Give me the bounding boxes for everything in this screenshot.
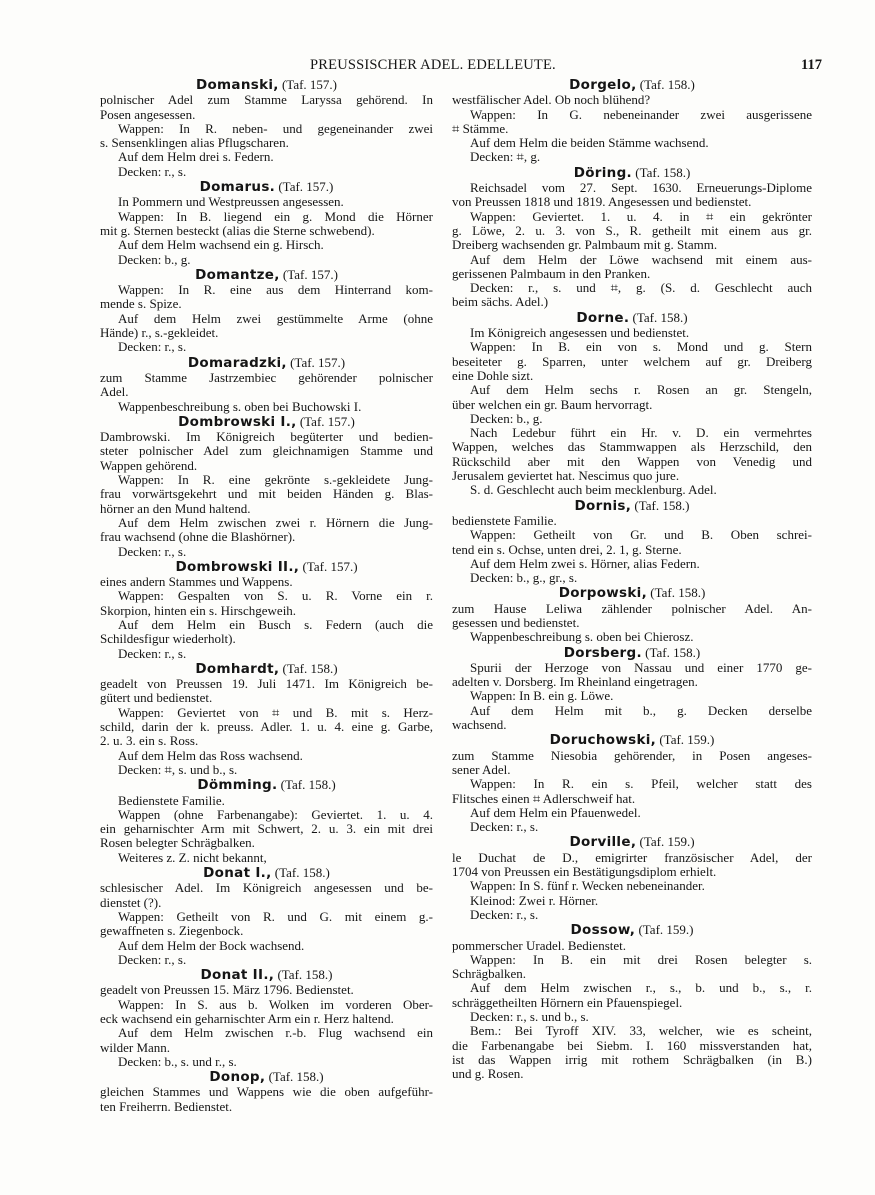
- text-line: gewaffneten s. Ziegenbock.: [100, 923, 244, 939]
- text-line: Decken: r., s.: [118, 645, 187, 661]
- text-line: beim sächs. Adel.): [452, 294, 549, 310]
- text-line: S. d. Geschlecht auch beim mecklenburg. Adel.: [470, 482, 717, 498]
- entry-name: Domantze,: [195, 266, 280, 283]
- text-line: adelten v. Dorsberg. Im Rheinland eingetragen.: [452, 674, 698, 690]
- text-line: Wappen: In B. ein g. Löwe.: [470, 688, 614, 704]
- entry-heading: [452, 78, 812, 92]
- text-line: Auf dem Helm zwei gestümmelte Arme (ohne: [118, 310, 433, 326]
- entry-doering: [452, 166, 812, 310]
- entry-heading: [100, 778, 433, 792]
- text-line: Schrägbalken.: [452, 966, 527, 982]
- entry-heading: [100, 1070, 433, 1084]
- text-line: zum Hause Leliwa zählender polnischer Adel. An-: [452, 600, 812, 616]
- entry-domarus: [100, 180, 433, 267]
- text-line: Kleinod: Zwei r. Hörner.: [470, 892, 599, 908]
- text-line: Decken: r., s.: [470, 819, 539, 835]
- text-line: Jerusalem geviertet hat. Nescimus quo jure.: [452, 468, 680, 484]
- text-line: Dreiberg wachsenden gr. Palmbaum mit g. Stamm.: [452, 237, 718, 253]
- text-line: Wappen: In S. fünf r. Wecken nebeneinander.: [470, 878, 705, 894]
- entry-dornis: [452, 499, 812, 586]
- entry-domantze: [100, 268, 433, 355]
- plate-reference: (Taf. 158.): [271, 865, 330, 881]
- text-line: s. Sensenklingen alias Pflugscharen.: [100, 135, 289, 151]
- plate-reference: (Taf. 158.): [629, 309, 688, 325]
- text-line: Auf dem Helm der Löwe wachsend mit einem aus-: [470, 251, 812, 267]
- entry-dombrowski-1: [100, 415, 433, 559]
- text-line: Decken: r., s.: [470, 906, 539, 922]
- text-line: Wappen: In B. liegend ein g. Mond die Hörner: [118, 208, 433, 224]
- entry-heading: [100, 866, 433, 880]
- text-line: Bedienstete Familie.: [118, 792, 225, 808]
- entry-heading: [100, 415, 433, 429]
- entry-name: Domaradzki,: [187, 354, 287, 371]
- text-line: Wappen: Getheilt von R. und G. mit einem g.-: [118, 908, 433, 924]
- plate-reference: (Taf. 158.): [631, 164, 691, 180]
- text-line: Wappen: In B. ein mit drei Rosen belegter s.: [470, 951, 812, 967]
- plate-reference: (Taf. 159.): [656, 732, 715, 748]
- entry-dorpowski: [452, 586, 812, 644]
- entry-name: Dossow,: [570, 922, 636, 939]
- entry-name: Dorgelo,: [569, 77, 637, 93]
- text-line: Decken: r., s. und b., s.: [470, 1009, 589, 1024]
- entry-doruchowski: [452, 733, 812, 834]
- plate-reference: (Taf. 157.): [296, 413, 355, 429]
- text-line: le Duchat de D., emigrirter französischer Adel, der: [452, 849, 812, 865]
- left-column: [100, 78, 433, 1115]
- text-line: gütert und bedienstet.: [100, 690, 213, 706]
- text-line: Rosen belegter Schrägbalken.: [100, 835, 255, 851]
- text-line: Bem.: Bei Tyroff XIV. 33, welcher, wie es scheint,: [470, 1023, 812, 1039]
- entry-name: Dorsberg.: [563, 644, 642, 661]
- entry-heading: [452, 646, 812, 660]
- text-line: ten Freiherrn. Bedienstet.: [100, 1098, 233, 1114]
- text-line: zum Stamme Jastrzembiec gehörender polnischer: [100, 369, 433, 385]
- text-line: Wappenbeschreibung s. oben bei Chierosz.: [470, 629, 694, 645]
- entry-name: Dorne.: [576, 309, 630, 326]
- text-line: Wappen: In B. ein von s. Mond und g. Stern: [470, 339, 812, 355]
- text-line: hörner an den Mund haltend.: [100, 500, 251, 516]
- text-line: Wappen: In R. ein s. Pfeil, welcher statt des: [470, 776, 812, 792]
- text-line: eines andern Stammes und Wappens.: [100, 574, 293, 590]
- running-head-title: PREUSSISCHER ADEL. EDELLEUTE.: [310, 57, 556, 73]
- text-line: Wappen: In S. aus b. Wolken im vorderen Ober-: [118, 996, 433, 1012]
- text-line: die Farbenangabe bei Siebm. I. 160 missverstanden hat,: [452, 1037, 812, 1053]
- entry-name: Doruchowski,: [549, 732, 657, 749]
- text-line: Decken: r., s.: [118, 951, 187, 967]
- entry-domhardt: [100, 662, 433, 777]
- entry-heading: [100, 180, 433, 194]
- text-line: Wappen: Getheilt von Gr. und B. Oben schrei-: [470, 527, 812, 543]
- text-line: Reichsadel vom 27. Sept. 1630. Erneuerungs-Diplome: [470, 180, 812, 196]
- text-line: Skorpion, hinten ein s. Hirschgeweih.: [100, 602, 297, 618]
- entry-heading: [100, 356, 433, 370]
- entry-name: Donat I.,: [203, 865, 272, 882]
- entry-heading: [452, 311, 812, 325]
- entry-name: Domanski,: [195, 77, 279, 93]
- text-line: schild, darin der k. preuss. Adler. 1. u. 4. eine g. Garbe,: [100, 719, 433, 735]
- text-line: Auf dem Helm zwei s. Hörner, alias Federn.: [470, 555, 700, 571]
- text-line: wachsend.: [452, 717, 507, 733]
- plate-reference: (Taf. 159.): [635, 922, 694, 938]
- entry-name: Donop,: [209, 1069, 266, 1086]
- text-line: Auf dem Helm sechs r. Rosen an gr. Stengeln,: [470, 382, 812, 398]
- entry-name: Dorpowski,: [558, 585, 648, 602]
- plate-reference: (Taf. 158.): [631, 497, 690, 513]
- running-head: [0, 58, 875, 76]
- entry-heading: [100, 560, 433, 574]
- entry-doemming: [100, 778, 433, 865]
- text-line: Flitsches einen ⌗ Adlerschweif hat.: [452, 790, 636, 806]
- text-line: Wappen: In G. nebeneinander zwei ausgerissene: [470, 106, 812, 122]
- entry-heading: [452, 733, 812, 747]
- text-line: Auf dem Helm zwischen zwei r. Hörnern die Jung-: [118, 514, 433, 530]
- entry-dombrowski-2: [100, 560, 433, 661]
- text-line: wilder Mann.: [100, 1039, 171, 1055]
- text-line: Auf dem Helm zwischen r.-b. Flug wachsend ein: [118, 1025, 433, 1041]
- text-line: Wappenbeschreibung s. oben bei Buchowski I.: [118, 398, 362, 414]
- text-line: Auf dem Helm mit b., g. Decken derselbe: [470, 702, 812, 718]
- entry-heading: [452, 586, 812, 600]
- text-line: Decken: r., s.: [118, 163, 187, 179]
- entry-name: Dömming.: [197, 777, 278, 794]
- text-line: gesessen und bedienstet.: [452, 614, 580, 630]
- text-line: pommerscher Uradel. Bedienstet.: [452, 937, 626, 953]
- plate-reference: (Taf. 158.): [636, 77, 695, 92]
- plate-reference: (Taf. 158.): [274, 967, 333, 983]
- text-line: Hände) r., s.-gekleidet.: [100, 325, 219, 341]
- text-line: schräggetheilten Hörnern ein Pfauenspiegel.: [452, 994, 683, 1010]
- text-line: von Preussen 1818 und 1819. Angesessen und bedienstet.: [452, 194, 752, 210]
- entry-heading: [100, 78, 433, 92]
- text-line: bedienstete Familie.: [452, 512, 557, 528]
- entry-dorgelo: [452, 78, 812, 165]
- text-line: Wappen: Geviertet. 1. u. 4. in ⌗ ein gekrönter: [470, 208, 812, 224]
- page-number: 117: [801, 57, 822, 73]
- plate-reference: (Taf. 157.): [286, 354, 346, 370]
- entry-heading: [100, 662, 433, 676]
- text-line: Decken: b., g.: [470, 410, 543, 426]
- text-line: frau vorwärtsgekehrt und mit beiden Händen g. Blas-: [100, 486, 433, 502]
- entry-dossow: [452, 923, 812, 1081]
- plate-reference: (Taf. 157.): [279, 266, 338, 282]
- entry-dorne: [452, 311, 812, 498]
- plate-reference: (Taf. 157.): [299, 558, 358, 574]
- entry-name: Domhardt,: [195, 660, 280, 677]
- text-line: Wappen: Geviertet von ⌗ und B. mit s. Herz-: [118, 704, 433, 720]
- text-line: gerissenen Palmbaum in den Pranken.: [452, 265, 651, 281]
- text-line: mende s. Spize.: [100, 296, 182, 312]
- plate-reference: (Taf. 159.): [636, 834, 695, 850]
- text-line: über welchen ein gr. Baum hervorragt.: [452, 396, 653, 412]
- entry-name: Dorville,: [569, 834, 637, 851]
- text-line: tend ein s. Ochse, unten drei, 2. 1, g. Sterne.: [452, 541, 682, 557]
- text-line: geadelt von Preussen 15. März 1796. Bedienstet.: [100, 982, 354, 998]
- text-line: Wappen (ohne Farbenangabe): Geviertet. 1. u. 4.: [118, 806, 433, 822]
- entry-heading: [100, 968, 433, 982]
- entry-heading: [452, 166, 812, 180]
- text-line: Auf dem Helm ein Busch s. Federn (auch die: [118, 616, 433, 632]
- text-line: Auf dem Helm zwischen r., s., b. und b., s., r.: [470, 980, 812, 996]
- right-column: [452, 78, 812, 1082]
- text-line: Decken: b., g., gr., s.: [470, 570, 578, 586]
- text-line: eine Dohle sizt.: [452, 367, 534, 383]
- entry-donat-1: [100, 866, 433, 967]
- text-line: Auf dem Helm das Ross wachsend.: [118, 747, 303, 763]
- entry-dorville: [452, 835, 812, 922]
- text-line: Auf dem Helm die beiden Stämme wachsend.: [470, 135, 709, 151]
- text-line: g. Löwe, 2. u. 3. von S., R. getheilt mit einem aus gr.: [452, 222, 812, 238]
- text-line: Dambrowski. Im Königreich begüterter und bedien-: [100, 429, 433, 445]
- entry-heading: [452, 499, 812, 513]
- text-line: 1704 von Preussen ein Bestätigungsdiplom erhielt.: [452, 864, 717, 880]
- text-line: Wappen, welches das Stammwappen als Herzschild, den: [452, 439, 812, 455]
- entry-donat-2: [100, 968, 433, 1069]
- text-line: Auf dem Helm wachsend ein g. Hirsch.: [118, 237, 324, 253]
- entry-name: Dombrowski II.,: [175, 558, 300, 575]
- text-line: westfälischer Adel. Ob noch blühend?: [452, 92, 651, 108]
- entry-heading: [452, 923, 812, 937]
- entry-name: Domarus.: [199, 179, 276, 196]
- text-line: zum Stamme Niesobia gehörender, in Posen angeses-: [452, 747, 812, 763]
- entry-domaradzki: [100, 356, 433, 414]
- text-line: Decken: ⌗, g.: [470, 149, 541, 165]
- text-line: eck wachsend ein geharnischter Arm ein r. Herz haltend.: [100, 1011, 394, 1026]
- entry-domanski: [100, 78, 433, 179]
- plate-reference: (Taf. 157.): [275, 179, 334, 195]
- text-line: Posen angesessen.: [100, 106, 196, 122]
- plate-reference: (Taf. 158.): [277, 777, 336, 793]
- text-line: Spurii der Herzoge von Nassau und einer 1770 ge-: [470, 659, 812, 675]
- text-line: Wappen: In R. eine gekrönte s.-gekleidete Jung-: [118, 472, 433, 488]
- entry-name: Dornis,: [574, 497, 632, 514]
- text-line: Nach Ledebur führt ein Hr. v. D. ein vermehrtes: [470, 425, 812, 441]
- entry-heading: [452, 835, 812, 849]
- entry-name: Donat II.,: [200, 967, 275, 984]
- text-line: und g. Rosen.: [452, 1066, 524, 1082]
- plate-reference: (Taf. 158.): [279, 660, 338, 676]
- text-line: sener Adel.: [452, 761, 511, 777]
- text-line: beseiteter g. Sparren, unter welchem auf gr. Dreiberg: [452, 353, 812, 369]
- text-line: Decken: r., s. und ⌗, g. (S. d. Geschlecht auch: [470, 280, 812, 296]
- text-line: ein geharnischter Arm mit Schwert, 2. u. 3. ein mit drei: [100, 821, 433, 837]
- text-line: polnischer Adel zum Stamme Laryssa gehörend. In: [100, 92, 433, 108]
- text-line: 2. u. 3. ein s. Ross.: [100, 733, 199, 749]
- text-line: ⌗ Stämme.: [452, 120, 509, 136]
- text-line: ist das Wappen irrig mit rothem Schrägbalken (in B.): [452, 1051, 812, 1067]
- entry-name: Dombrowski I.,: [178, 413, 297, 430]
- text-line: mit g. Sternen besteckt (alias die Sterne schwebend).: [100, 222, 375, 238]
- text-line: Decken: r., s.: [118, 339, 187, 355]
- text-line: schlesischer Adel. Im Königreich angesessen und be-: [100, 880, 433, 896]
- text-line: Wappen gehörend.: [100, 457, 198, 473]
- plate-reference: (Taf. 158.): [641, 644, 701, 660]
- text-line: Wappen: Gespalten von S. u. R. Vorne ein r.: [118, 588, 433, 604]
- entry-donop: [100, 1070, 433, 1114]
- entry-dorsberg: [452, 646, 812, 733]
- text-line: Wappen: In R. neben- und gegeneinander zwei: [118, 120, 433, 136]
- text-line: Decken: r., s.: [118, 543, 187, 559]
- text-line: geadelt von Preussen 19. Juli 1471. Im Königreich be-: [100, 676, 433, 692]
- text-line: Decken: b., g.: [118, 251, 191, 267]
- text-line: Schildesfigur wiederholt).: [100, 631, 236, 647]
- text-line: Rückschild aber mit den Wappen von Venedig und: [452, 453, 812, 469]
- text-line: In Pommern und Westpreussen angesessen.: [118, 194, 344, 210]
- plate-reference: (Taf. 158.): [265, 1069, 324, 1085]
- text-line: gleichen Stammes und Wappens wie die oben aufgeführ-: [100, 1084, 433, 1100]
- text-line: Decken: ⌗, s. und b., s.: [118, 761, 238, 777]
- text-line: dienstet (?).: [100, 894, 162, 910]
- text-line: Im Königreich angesessen und bedienstet.: [470, 325, 690, 341]
- text-line: Adel.: [100, 384, 129, 400]
- entry-name: Döring.: [573, 164, 632, 181]
- text-line: Decken: b., s. und r., s.: [118, 1053, 237, 1069]
- text-line: frau wachsend (ohne die Blashörner).: [100, 529, 296, 545]
- text-line: Auf dem Helm drei s. Federn.: [118, 149, 274, 165]
- plate-reference: (Taf. 157.): [278, 77, 338, 92]
- text-line: steter polnischer Adel zum gleichnamigen Stamme und: [100, 443, 433, 459]
- text-line: Auf dem Helm ein Pfauenwedel.: [470, 804, 641, 820]
- text-line: Auf dem Helm der Bock wachsend.: [118, 937, 305, 953]
- plate-reference: (Taf. 158.): [647, 585, 706, 601]
- entry-heading: [100, 268, 433, 282]
- text-line: Weiteres z. Z. nicht bekannt,: [118, 849, 267, 865]
- text-line: Wappen: In R. eine aus dem Hinterrand kom-: [118, 282, 433, 298]
